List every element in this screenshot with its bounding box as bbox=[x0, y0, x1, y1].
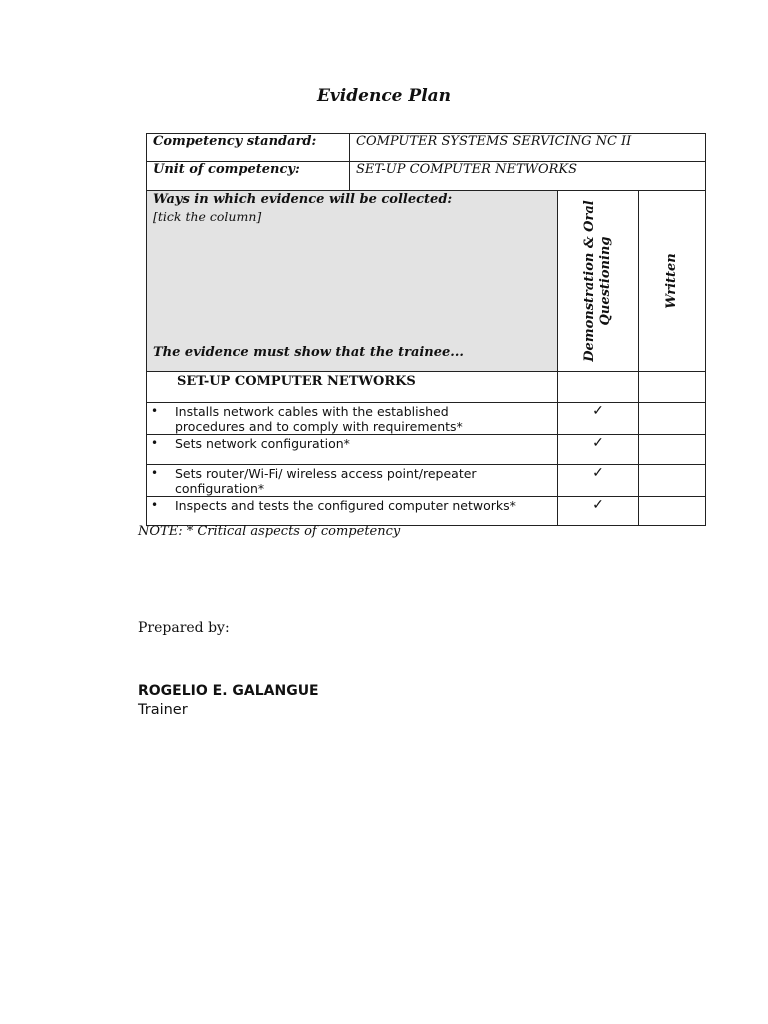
criterion-text: • Inspects and tests the configured computer networks* bbox=[147, 497, 558, 526]
section-row bbox=[147, 372, 706, 403]
written-cell bbox=[639, 497, 706, 526]
section-written-cell bbox=[639, 372, 706, 403]
evidence-methods-cell bbox=[147, 191, 558, 372]
bullet-icon: • bbox=[151, 436, 159, 450]
unit-of-competency-value: SET-UP COMPUTER NETWORKS bbox=[350, 162, 706, 191]
competency-standard-label: Competency standard: bbox=[147, 134, 350, 162]
column-header-demonstration bbox=[558, 191, 639, 372]
preparer-name: ROGELIO E. GALANGUE bbox=[138, 683, 319, 699]
criterion-row bbox=[147, 435, 706, 465]
demonstration-label-line1: Demonstration & Oral bbox=[582, 200, 597, 362]
competency-standard-value: COMPUTER SYSTEMS SERVICING NC II bbox=[350, 134, 706, 162]
criterion-row bbox=[147, 403, 706, 435]
criterion-text: • Installs network cables with the established procedures and to comply with requirements* bbox=[147, 403, 558, 435]
section-title: SET-UP COMPUTER NETWORKS bbox=[147, 372, 558, 403]
demo-checkmark: ✓ bbox=[558, 465, 639, 497]
bullet-icon: • bbox=[151, 498, 159, 512]
trainee-evidence-line: The evidence must show that the trainee... bbox=[153, 345, 464, 360]
unit-of-competency-label: Unit of competency: bbox=[147, 162, 350, 191]
prepared-by-label: Prepared by: bbox=[138, 620, 230, 636]
column-header-written bbox=[639, 191, 706, 372]
demo-checkmark: ✓ bbox=[558, 497, 639, 526]
written-cell bbox=[639, 465, 706, 497]
tick-instruction: [tick the column] bbox=[153, 209, 262, 224]
written-label: Written bbox=[664, 253, 679, 309]
evidence-methods-heading: Ways in which evidence will be collected: bbox=[153, 192, 453, 207]
section-demo-cell bbox=[558, 372, 639, 403]
evidence-plan-table bbox=[146, 133, 706, 526]
demo-checkmark: ✓ bbox=[558, 403, 639, 435]
criterion-text: • Sets router/Wi-Fi/ wireless access point/repeater configuration* bbox=[147, 465, 558, 497]
bullet-icon: • bbox=[151, 404, 159, 418]
page-title: Evidence Plan bbox=[316, 86, 452, 106]
criterion-row bbox=[147, 465, 706, 497]
competency-standard-row bbox=[147, 134, 706, 162]
written-cell bbox=[639, 403, 706, 435]
evidence-methods-row bbox=[147, 191, 706, 372]
written-cell bbox=[639, 435, 706, 465]
criterion-text: • Sets network configuration* bbox=[147, 435, 558, 465]
criterion-row bbox=[147, 497, 706, 526]
preparer-role: Trainer bbox=[138, 702, 188, 718]
demonstration-label-line2: Questioning bbox=[598, 236, 613, 326]
bullet-icon: • bbox=[151, 466, 159, 480]
critical-aspects-note: NOTE: * Critical aspects of competency bbox=[138, 524, 401, 539]
demo-checkmark: ✓ bbox=[558, 435, 639, 465]
unit-of-competency-row bbox=[147, 162, 706, 191]
